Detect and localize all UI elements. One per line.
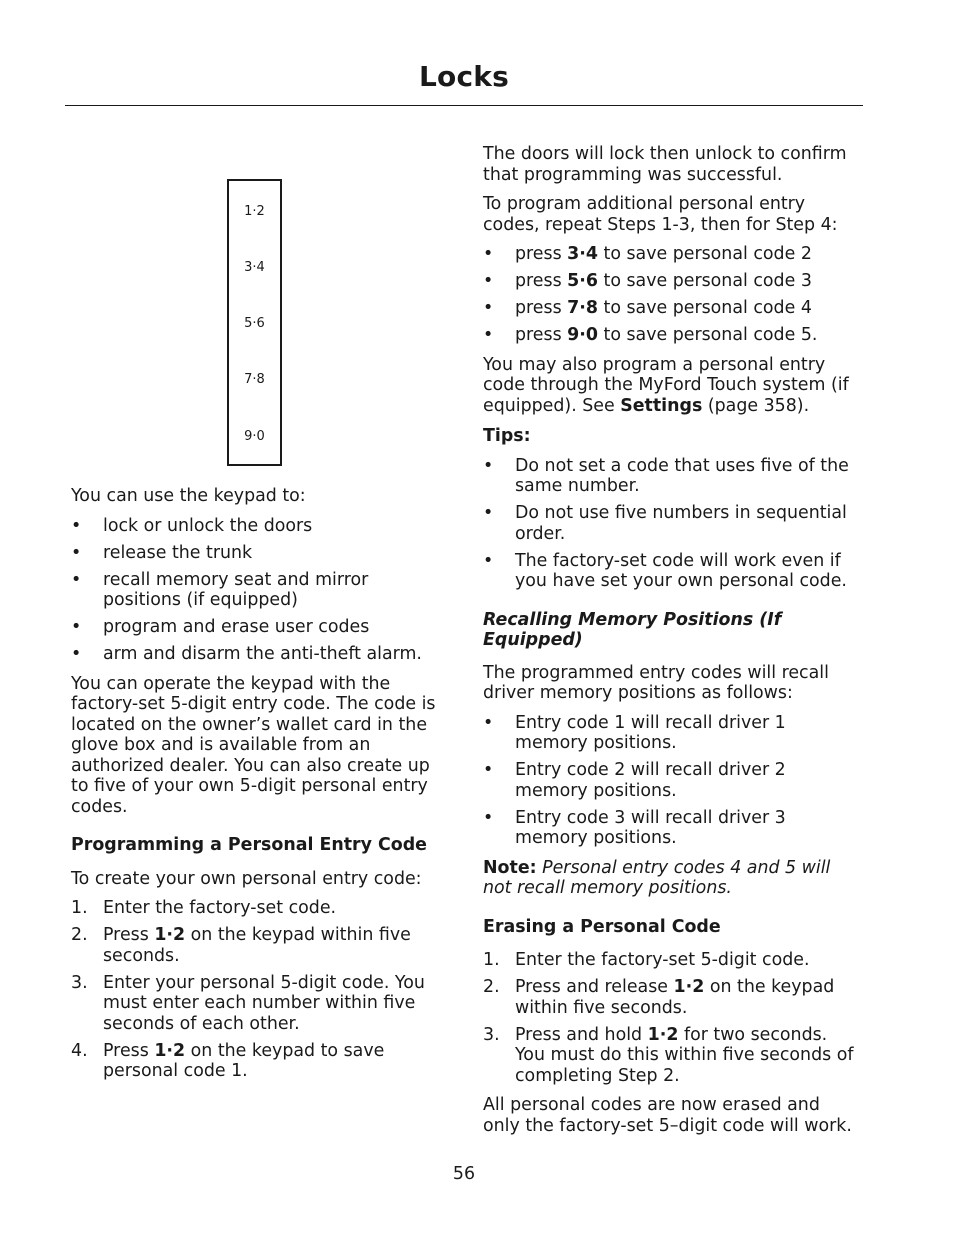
header-divider xyxy=(65,105,863,106)
keypad-key-3-4: 3·4 xyxy=(244,260,265,275)
note-paragraph xyxy=(483,858,861,899)
programming-heading: Programming a Personal Entry Code xyxy=(71,835,427,855)
list-item: • press 5·6 to save personal code 3 xyxy=(483,271,812,291)
list-item: • program and erase user codes xyxy=(71,617,370,637)
list-item: 1. Enter the factory-set code. xyxy=(71,898,337,918)
page-number: 56 xyxy=(452,1164,476,1184)
additional-intro: To program additional personal entry codes, repeat Steps 1-3, then for Step 4: xyxy=(483,194,838,235)
bullet-icon: • xyxy=(483,550,494,571)
list-item: 1. Enter the factory-set 5-digit code. xyxy=(483,950,810,970)
bullet-icon: • xyxy=(71,617,82,637)
tips-list xyxy=(483,456,861,592)
operate-paragraph: You can operate the keypad with the factory-set 5-digit entry code. The code is located on the owner’s wallet card in the glove box and is available from an authorized dealer. You can also create up to five of your own 5-digit personal entry codes. xyxy=(71,673,436,817)
left-column xyxy=(71,144,447,1091)
erase-heading: Erasing a Personal Code xyxy=(483,916,721,937)
keypad-key-9-0: 9·0 xyxy=(244,429,265,444)
bullet-icon: • xyxy=(71,644,82,664)
list-item: • release the trunk xyxy=(71,542,253,563)
list-item: • Entry code 3 will recall driver 3 memory positions. xyxy=(483,807,786,848)
list-item: • lock or unlock the doors xyxy=(71,515,313,536)
note-label: Note: xyxy=(483,857,537,878)
list-item: • press 3·4 to save personal code 2 xyxy=(483,244,812,264)
bullet-icon: • xyxy=(483,244,494,264)
list-item: 2. Press 1·2 on the keypad within five seconds. xyxy=(71,925,411,966)
erased-paragraph: All personal codes are now erased and only the factory-set 5–digit code will work. xyxy=(483,1095,852,1136)
list-item: • press 9·0 to save personal code 5. xyxy=(483,325,818,345)
keypad-key-5-6: 5·6 xyxy=(244,316,265,331)
bullet-icon: • xyxy=(483,760,494,780)
tips-heading: Tips: xyxy=(483,426,531,446)
keypad-uses-list xyxy=(71,516,447,665)
list-item: 4. Press 1·2 on the keypad to save personal code 1. xyxy=(71,1040,385,1081)
bullet-icon: • xyxy=(71,515,82,536)
settings-reference: Settings xyxy=(620,395,703,416)
list-item: • press 7·8 to save personal code 4 xyxy=(483,298,812,318)
list-item: • Do not use five numbers in sequential order. xyxy=(483,503,847,544)
programming-steps xyxy=(71,898,447,1082)
keypad-key-1-2: 1·2 xyxy=(244,204,265,219)
bullet-icon: • xyxy=(483,455,494,476)
bullet-icon: • xyxy=(483,271,494,291)
list-item: 3. Press and hold 1·2 for two seconds. You must do this within five seconds of completing Step 2. xyxy=(483,1024,854,1086)
bullet-icon: • xyxy=(71,569,82,590)
list-item: • Entry code 2 will recall driver 2 memory positions. xyxy=(483,760,786,801)
note-text: Personal entry codes 4 and 5 will not recall memory positions. xyxy=(483,857,831,898)
bullet-icon: • xyxy=(483,712,494,733)
list-item: • arm and disarm the anti-theft alarm. xyxy=(71,644,422,664)
list-item: 2. Press and release 1·2 on the keypad within five seconds. xyxy=(483,977,835,1018)
bullet-icon: • xyxy=(483,325,494,345)
keypad-uses-intro: You can use the keypad to: xyxy=(71,486,306,506)
list-item: • Do not set a code that uses five of the same number. xyxy=(483,455,849,496)
keypad-key-7-8: 7·8 xyxy=(244,372,265,387)
erase-steps xyxy=(483,950,861,1086)
right-column xyxy=(483,144,861,1145)
create-intro: To create your own personal entry code: xyxy=(71,868,422,889)
confirm-paragraph: The doors will lock then unlock to confirm that programming was successful. xyxy=(483,144,847,185)
recall-list xyxy=(483,713,861,849)
page-title: Locks xyxy=(419,60,509,93)
list-item: • Entry code 1 will recall driver 1 memory positions. xyxy=(483,712,786,753)
keypad-illustration xyxy=(71,144,447,486)
bullet-icon: • xyxy=(483,298,494,318)
recall-intro: The programmed entry codes will recall driver memory positions as follows: xyxy=(483,662,829,703)
recall-heading: Recalling Memory Positions (If Equipped) xyxy=(483,609,782,650)
bullet-icon: • xyxy=(483,807,494,828)
list-item: • The factory-set code will work even if you have set your own personal code. xyxy=(483,550,847,591)
list-item: 3. Enter your personal 5-digit code. You must enter each number within five seconds of each other. xyxy=(71,972,425,1034)
additional-codes-list xyxy=(483,244,861,346)
keypad xyxy=(227,179,282,466)
list-item: • recall memory seat and mirror positions (if equipped) xyxy=(71,569,369,610)
bullet-icon: • xyxy=(483,503,494,523)
bullet-icon: • xyxy=(71,542,82,563)
myford-paragraph: You may also program a personal entry code through the MyFord Touch system (if equipped). See Settings (page 358). xyxy=(483,354,849,416)
